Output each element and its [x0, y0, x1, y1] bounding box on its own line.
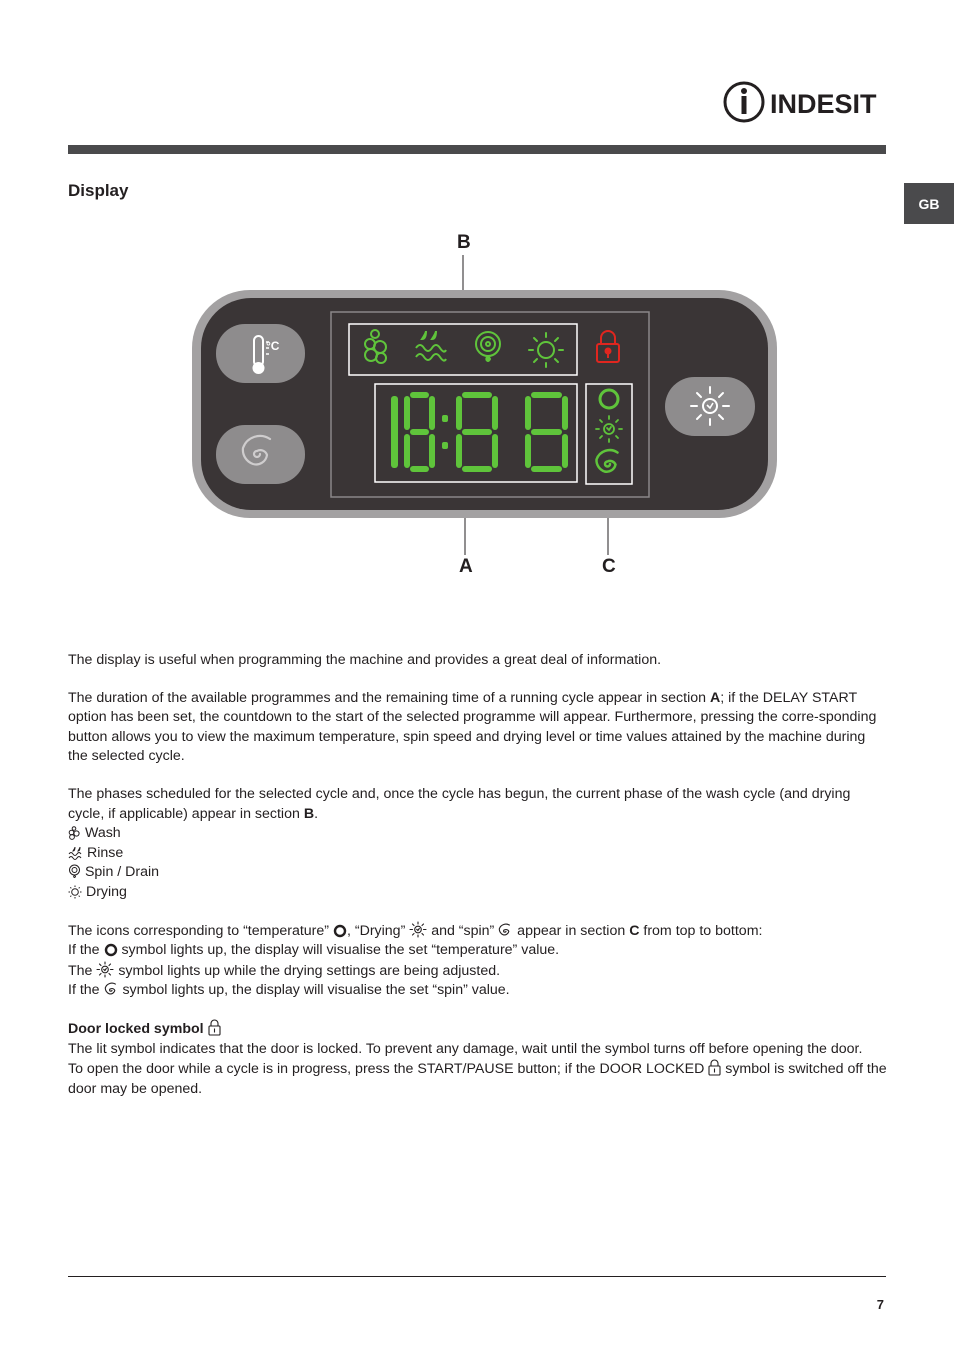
door-locked-heading: Door locked symbol	[68, 1019, 888, 1040]
door-lock-small-icon	[708, 1059, 721, 1076]
temperature-small-icon	[333, 924, 347, 938]
callout-b: B	[457, 232, 471, 253]
paragraph-section-c-line1: The icons corresponding to “temperature” , “Drying” and “spin” appear in section C from top to bottom:	[68, 922, 763, 939]
phase-drying: Drying	[68, 883, 888, 903]
header-bar	[68, 145, 886, 154]
section-title: Display	[68, 181, 129, 200]
display-figure	[180, 222, 790, 592]
door-locked-paragraph-1: The lit symbol indicates that the door is locked. To prevent any damage, wait until the symbol turns off before opening the door.	[68, 1040, 863, 1057]
drying-small-icon	[68, 885, 82, 899]
logo-text: INDESIT	[770, 89, 877, 119]
spin-button[interactable]	[216, 425, 305, 484]
paragraph-section-a: The duration of the available programmes and the remaining time of a running cycle appear in section A; if the DELAY START option has been set, the countdown to the start of the selected programme will appear. Furthermore, pressing the corre-sponding button allows you to view the maximum temperature, spin speed and drying level or time values attained by the machine during the selected cycle.	[68, 689, 877, 765]
rinse-small-icon	[68, 846, 83, 860]
body-text	[68, 651, 888, 1099]
paragraph-section-c-line2: If the symbol lights up, the display will visualise the set “temperature” value.	[68, 942, 560, 959]
page-number: 7	[876, 1297, 884, 1312]
paragraph-section-c-line3: The symbol lights up while the drying settings are being adjusted.	[68, 962, 501, 979]
door-locked-paragraph-2: To open the door while a cycle is in progress, press the START/PAUSE button; if the DOOR LOCKED symbol is switched off the door may be opened.	[68, 1061, 887, 1097]
language-tab: GB	[904, 183, 954, 224]
spin-small-icon	[498, 923, 513, 938]
phase-rinse: Rinse	[68, 844, 888, 864]
spin-drain-small-icon	[68, 864, 81, 879]
spin-small-icon	[104, 982, 119, 997]
phase-spin-drain: Spin / Drain	[68, 863, 888, 883]
temperature-button[interactable]	[216, 324, 305, 383]
wash-small-icon	[68, 826, 81, 840]
callout-c: C	[602, 556, 616, 577]
door-lock-small-icon	[208, 1019, 221, 1036]
callout-a: A	[459, 556, 473, 577]
footer-rule	[68, 1276, 886, 1277]
drying-timer-small-icon	[96, 961, 114, 978]
temperature-small-icon	[104, 943, 118, 957]
paragraph-intro: The display is useful when programming the machine and provides a great deal of information.	[68, 652, 662, 668]
drying-button[interactable]	[665, 377, 755, 436]
phase-wash: Wash	[68, 824, 888, 844]
temp-unit-label: °C	[266, 339, 280, 353]
paragraph-section-c-line4: If the symbol lights up, the display will visualise the set “spin” value.	[68, 982, 510, 999]
paragraph-section-b: The phases scheduled for the selected cycle and, once the cycle has begun, the current phase of the wash cycle (and drying cycle, if applicable) appear in section B.	[68, 785, 851, 822]
drying-timer-small-icon	[409, 921, 427, 938]
indesit-logo	[722, 80, 888, 124]
